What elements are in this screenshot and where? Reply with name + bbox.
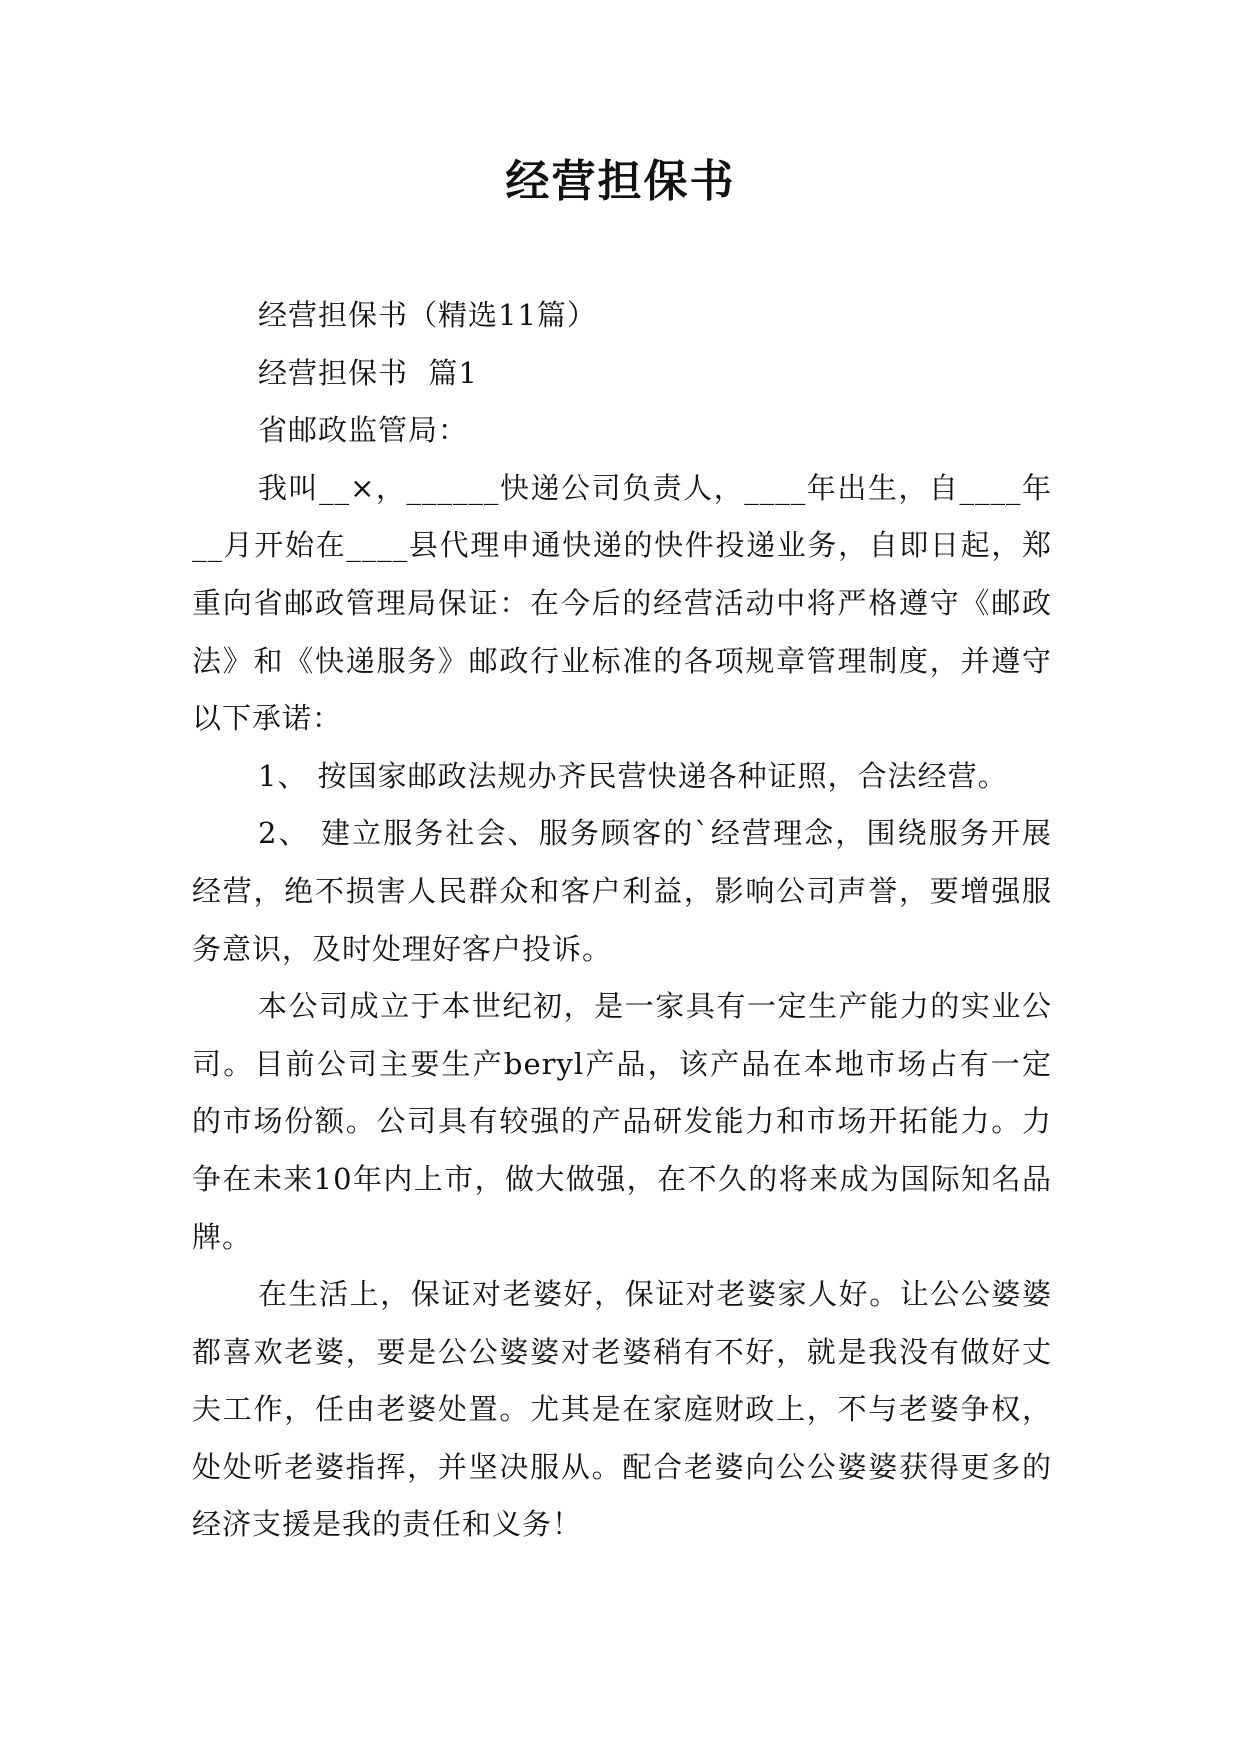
section-heading: 经营担保书 篇1 bbox=[258, 355, 478, 390]
document-subtitle: 经营担保书（精选11篇） bbox=[258, 298, 597, 332]
addressee-line: 省邮政监管局： bbox=[258, 413, 469, 448]
document-body bbox=[192, 287, 1052, 1554]
paragraph-company: 本公司成立于本世纪初，是一家具有一定生产能力的实业公司。目前公司主要生产beryl产品，该产品在本地市场占有一定的市场份额。公司具有较强的产品研发能力和市场开拓能力。力争在未来10年内上市，做大做强，在不久的将来成为国际知名品牌。 bbox=[192, 989, 1052, 1254]
commitment-item-1: 1、 按国家邮政法规办齐民营快递各种证照，合法经营。 bbox=[258, 758, 1008, 793]
paragraph-life: 在生活上，保证对老婆好，保证对老婆家人好。让公公婆婆都喜欢老婆，要是公公婆婆对老婆稍有不好，就是我没有做好丈夫工作，任由老婆处置。尤其是在家庭财政上，不与老婆争权，处处听老婆指挥，并坚决服从。配合老婆向公公婆婆获得更多的经济支援是我的责任和义务！ bbox=[192, 1277, 1052, 1542]
paragraph-intro: 我叫__×，______快递公司负责人，____年出生，自____年__月开始在____县代理申通快递的快件投递业务，自即日起，郑重向省邮政管理局保证：在今后的经营活动中将严格遵守《邮政法》和《快递服务》邮政行业标准的各项规章管理制度，并遵守以下承诺： bbox=[192, 470, 1052, 736]
document-title: 经营担保书 bbox=[505, 156, 736, 207]
commitment-item-2: 2、 建立服务社会、服务顾客的`经营理念，围绕服务开展经营，绝不损害人民群众和客户利益，影响公司声誉，要增强服务意识，及时处理好客户投诉。 bbox=[192, 816, 1052, 966]
